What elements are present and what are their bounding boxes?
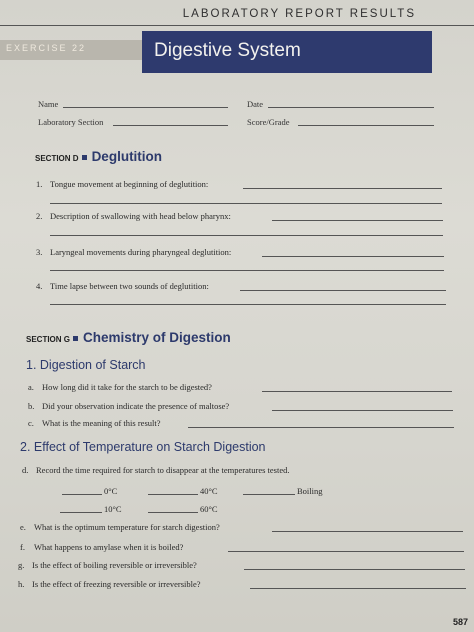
question-number: e. [20,522,26,532]
question-number: g. [18,560,25,570]
question-text: Description of swallowing with head below pharynx: [50,211,231,221]
answer-field-d3-extra[interactable] [50,270,444,271]
question-text: Is the effect of boiling reversible or irreversible? [32,560,197,570]
question-number: 3. [36,247,43,257]
question-number: b. [28,401,35,411]
answer-field-g-a[interactable] [262,391,452,392]
question-number: c. [28,418,34,428]
answer-field-d2-extra[interactable] [50,235,443,236]
section-g-heading [26,330,231,345]
question-text: What is the meaning of this result? [42,418,161,428]
temp-10c-label: 10°C [104,504,122,514]
question-number: f. [20,542,25,552]
square-bullet-icon [82,155,87,160]
section-g-prefix: SECTION G [26,335,71,344]
question-text: What happens to amylase when it is boiled? [34,542,184,552]
answer-field-d4[interactable] [240,290,446,291]
exercise-label: EXERCISE 22 [6,43,87,53]
question-g-c [28,418,161,428]
answer-field-d3[interactable] [262,256,444,257]
question-g-e [20,522,220,532]
question-g-h [18,579,201,589]
answer-field-d4-extra[interactable] [50,304,446,305]
date-field[interactable] [268,107,434,108]
question-g-g [18,560,197,570]
part2-heading: 2. Effect of Temperature on Starch Digestion [20,440,266,454]
question-d3 [36,247,231,257]
answer-field-d2[interactable] [272,220,443,221]
question-number: 1. [36,179,43,189]
answer-field-10c[interactable] [60,512,102,513]
temp-60c-label: 60°C [200,504,218,514]
question-text: Record the time required for starch to disappear at the temperatures tested. [36,465,290,475]
page-number: 587 [452,617,468,627]
title-band [142,31,432,73]
question-number: 2. [36,211,43,221]
question-d1 [36,179,208,189]
answer-field-60c[interactable] [148,512,198,513]
answer-field-g-h[interactable] [250,588,466,589]
score-field[interactable] [298,125,434,126]
answer-field-g-e[interactable] [272,531,463,532]
page-title: Digestive System [154,40,301,61]
question-text: Did your observation indicate the presence of maltose? [42,401,230,411]
temp-0c-label: 0°C [104,486,118,496]
question-text: How long did it take for the starch to be digested? [42,382,212,392]
question-number: h. [18,579,25,589]
answer-field-40c[interactable] [148,494,198,495]
answer-field-0c[interactable] [62,494,102,495]
answer-field-g-b[interactable] [272,410,453,411]
lab-section-label: Laboratory Section [38,117,104,127]
answer-field-boiling[interactable] [243,494,295,495]
question-d4 [36,281,209,291]
question-text: Time lapse between two sounds of deglutition: [50,281,209,291]
question-text: Laryngeal movements during pharyngeal deglutition: [50,247,232,257]
question-g-d [22,465,289,475]
question-d2 [36,211,231,221]
date-label: Date [247,99,264,109]
question-g-f [20,542,183,552]
question-text: Tongue movement at beginning of deglutition: [50,179,209,189]
question-text: What is the optimum temperature for starch digestion? [34,522,220,532]
section-d-title: Deglutition [91,149,163,164]
name-field[interactable] [63,107,228,108]
part1-heading: 1. Digestion of Starch [26,358,146,372]
answer-field-g-g[interactable] [244,569,465,570]
answer-field-g-f[interactable] [228,551,464,552]
header-rule [0,25,474,26]
lab-section-field[interactable] [113,125,228,126]
lab-report-header: LABORATORY REPORT RESULTS [182,8,416,20]
question-g-a [28,382,212,392]
question-g-b [28,401,229,411]
section-g-title: Chemistry of Digestion [83,330,231,345]
answer-field-d1[interactable] [243,188,442,189]
score-label: Score/Grade [247,117,290,127]
question-number: d. [22,465,29,475]
temp-boiling-label: Boiling [297,486,323,496]
answer-field-d1-extra[interactable] [50,203,442,204]
section-d-prefix: SECTION D [35,154,79,163]
question-text: Is the effect of freezing reversible or irreversible? [32,579,201,589]
temp-40c-label: 40°C [200,486,218,496]
square-bullet-icon [73,336,78,341]
exercise-tab [0,40,142,60]
name-label: Name [38,99,59,109]
question-number: a. [28,382,34,392]
answer-field-g-c[interactable] [188,427,454,428]
question-number: 4. [36,281,43,291]
section-d-heading [35,149,162,164]
